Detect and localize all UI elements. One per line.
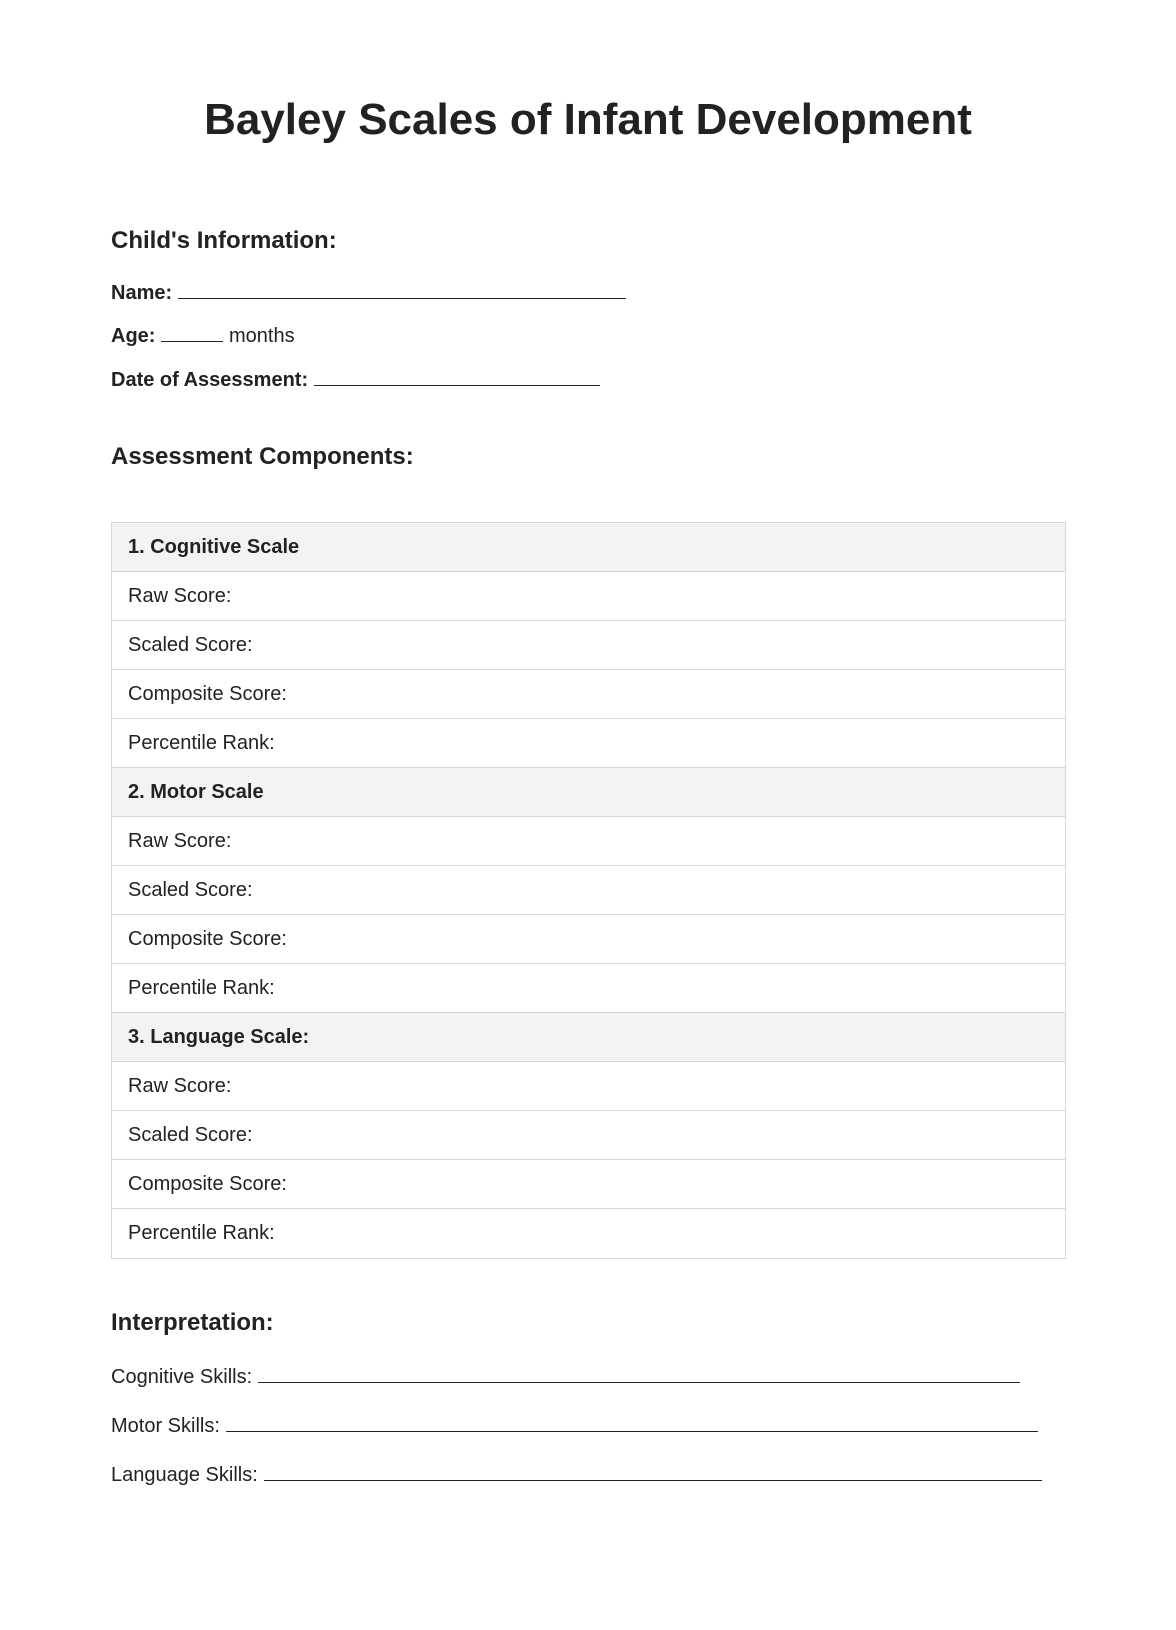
motor-composite-score[interactable]: Composite Score: bbox=[112, 915, 1065, 964]
name-blank[interactable] bbox=[178, 280, 626, 299]
cognitive-scale-header: 1. Cognitive Scale bbox=[112, 523, 1065, 572]
assessment-heading: Assessment Components: bbox=[111, 443, 414, 470]
motor-scale-header: 2. Motor Scale bbox=[112, 768, 1065, 817]
motor-scaled-score[interactable]: Scaled Score: bbox=[112, 866, 1065, 915]
language-percentile-rank[interactable]: Percentile Rank: bbox=[128, 1222, 275, 1244]
motor-skills-field[interactable] bbox=[111, 1413, 1038, 1439]
cognitive-skills-blank[interactable] bbox=[258, 1364, 1020, 1383]
date-label: Date of Assessment: bbox=[111, 369, 309, 391]
cognitive-skills-label: Cognitive Skills: bbox=[111, 1366, 253, 1388]
cognitive-percentile-rank[interactable]: Percentile Rank: bbox=[112, 719, 1065, 768]
language-skills-blank[interactable] bbox=[264, 1462, 1042, 1481]
interpretation-heading: Interpretation: bbox=[111, 1309, 274, 1336]
motor-skills-blank[interactable] bbox=[226, 1413, 1038, 1432]
motor-percentile-rank[interactable]: Percentile Rank: bbox=[112, 964, 1065, 1013]
cognitive-raw-score[interactable]: Raw Score: bbox=[112, 572, 1065, 621]
cognitive-composite-score[interactable]: Composite Score: bbox=[112, 670, 1065, 719]
name-label: Name: bbox=[111, 282, 173, 304]
assessment-table bbox=[111, 522, 1066, 1259]
age-unit: months bbox=[229, 325, 295, 347]
cognitive-skills-field[interactable] bbox=[111, 1364, 1020, 1390]
age-label: Age: bbox=[111, 325, 156, 347]
language-skills-label: Language Skills: bbox=[111, 1464, 258, 1486]
age-field[interactable] bbox=[111, 323, 295, 349]
language-composite-score[interactable]: Composite Score: bbox=[112, 1160, 1065, 1209]
language-raw-score[interactable]: Raw Score: bbox=[112, 1062, 1065, 1111]
date-field[interactable] bbox=[111, 367, 600, 393]
language-scaled-score[interactable]: Scaled Score: bbox=[112, 1111, 1065, 1160]
language-skills-field[interactable] bbox=[111, 1462, 1042, 1488]
motor-skills-label: Motor Skills: bbox=[111, 1415, 220, 1437]
child-info-heading: Child's Information: bbox=[111, 227, 337, 254]
language-scale-header: 3. Language Scale: bbox=[112, 1013, 1065, 1062]
page-title: Bayley Scales of Infant Development bbox=[204, 95, 972, 144]
cognitive-scaled-score[interactable]: Scaled Score: bbox=[112, 621, 1065, 670]
age-blank[interactable] bbox=[161, 323, 223, 342]
motor-raw-score[interactable]: Raw Score: bbox=[112, 817, 1065, 866]
name-field[interactable] bbox=[111, 280, 626, 306]
date-blank[interactable] bbox=[314, 367, 600, 386]
